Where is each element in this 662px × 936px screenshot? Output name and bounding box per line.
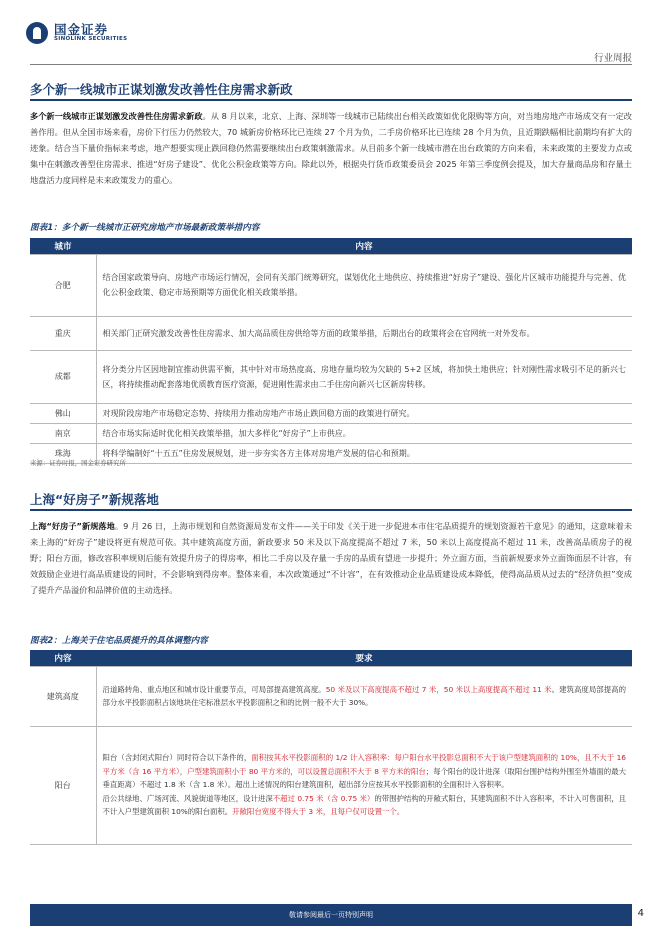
page-number: 4 (637, 908, 644, 919)
content-cell: 结合市场实际适时优化相关政策举措，加大多样化“好房子”上市供应。 (96, 423, 632, 443)
header-divider (30, 64, 632, 65)
section-2-body: 。9 月 26 日，上海市规划和自然资源局发布文件——关于印发《关于进一步促进本市住宅品质提升的规划资源若干意见》的通知，这意味着未来上海的“好房子”建设将更有规范可依。其中建筑高度方面，新政要求 50 米及以下高度提高不超过 7 米，50 米以上高度提高不超过 11 米，改善高品质房子的视野；阳台方面，修改容积率规则后能有效提升房子的得房率，相比二手房以及存量一手房的品质有望进一步提升；外立面方面，当前新规要求外立面饰面层不计容，有效鼓励企业进行高品质建设的同时，不会影响到得房率。整体来看，本次政策通过“不计容”，在有效推动企业品质建设成本降低，使得高品质从过去的“经济负担”变成了提升产品溢价和品牌价值的主动选择。 (30, 521, 633, 595)
requirement-text: 阳台（含封闭式阳台）同时符合以下条件的， (102, 753, 252, 763)
section-2-lead: 上海“好房子”新规落地 (30, 521, 115, 531)
section-1-lead: 多个新一线城市正谋划激发改善性住房需求新政 (30, 111, 203, 121)
column-header-content: 内容 (30, 650, 96, 666)
table-row (30, 666, 632, 726)
item-cell: 建筑高度 (30, 666, 96, 726)
requirement-text: 。建筑高度局部提高的部分水平投影面积占该地块住宅标准层水平投影面积之和的比例一般不大于 30%。 (102, 684, 626, 707)
logo-icon (26, 22, 48, 44)
report-type-tag: 行业周报 (593, 53, 632, 64)
requirement-highlight: 不超过 0.75 米（含 0.75 米） (272, 793, 375, 803)
logo-name-cn: 国金证券 (54, 22, 109, 37)
table-row (30, 423, 632, 443)
table-row (30, 726, 632, 844)
table-row (30, 316, 632, 350)
table-header-row (30, 238, 632, 254)
section-1-divider (30, 99, 632, 101)
requirement-text: ；每个阳台的设计进深（取阳台围护结构外围至外墙面的最大垂直距离）不超过 1.8 米（含 1.8 米）。超出上述情况的阳台建筑面积，超出部分应按其水平投影面积的全面积计入容积率。 (102, 766, 626, 790)
requirement-text: 沿道路转角、重点地区和城市设计重要节点，可局部提高建筑高度。 (102, 684, 326, 694)
requirement-paragraph (103, 792, 627, 819)
table-row (30, 254, 632, 316)
figure-1-title: 图表1：多个新一线城市正研究房地产市场最新政策举措内容 (30, 223, 260, 233)
content-cell: 相关部门正研究激发改善性住房需求、加大高品质住房供给等方面的政策举措，后期出台的政策将会在官网统一对外发布。 (96, 316, 632, 350)
requirement-highlight: 开敞阳台宽度不得大于 3 米，且每户仅可设置一个。 (232, 807, 405, 817)
logo-name-en: SINOLINK SECURITIES (54, 36, 128, 42)
figure-1-source: 来源：证券时报，国金证券研究所 (30, 459, 126, 467)
section-2-title: 上海“好房子”新规落地 (30, 492, 159, 507)
content-cell: 将分类分片区因地制宜推动供需平衡，其中针对市场热度高、房地存量均较为欠缺的 5+2 区域，将加快土地供应；针对刚性需求吸引不足的新兴七区，将持续推动配套落地优质教育医疗资源，促进刚性需求由二手住房向新兴七区新房转移。 (96, 350, 632, 403)
section-1-title: 多个新一线城市正谋划激发改善性住房需求新政 (30, 82, 293, 97)
table-header-row (30, 650, 632, 666)
requirement-highlight: 面积按其水平投影面积的 1/2 计入容积率：每户阳台水平投影总面积不大于该户型建筑面积的 10%，且不大于 16 平方米（含 16 平方米） (102, 753, 626, 776)
requirement-highlight: ，户型建筑面积小于 80 平方米的，可以设置总面积不大于 8 平方米的阳台 (179, 766, 426, 776)
city-cell: 佛山 (30, 403, 96, 423)
figure-2-title: 图表2：上海关于住宅品质提升的具体调整内容 (30, 636, 208, 646)
city-cell: 南京 (30, 423, 96, 443)
column-header-content: 内容 (96, 238, 632, 254)
column-header-city: 城市 (30, 238, 96, 254)
section-1-paragraph (30, 108, 632, 188)
page-footer (30, 904, 632, 926)
figure-1-table (30, 238, 632, 464)
content-cell: 结合国家政策导向、房地产市场运行情况，会同有关部门统筹研究，谋划优化土地供应、持续推进“好房子”建设、强化片区城市功能提升与完善、优化公积金政策、稳定市场预期等方面优化相关政策举措。 (96, 254, 632, 316)
company-logo (26, 22, 127, 44)
city-cell: 合肥 (30, 254, 96, 316)
disclaimer-note: 敬请参阅最后一页特别声明 (289, 911, 373, 919)
requirement-text: 沿公共绿地、广场河流、风貌街道等地区，设计进深 (102, 793, 273, 803)
requirement-highlight: 50 米及以下高度提高不超过 7 米，50 米以上高度提高不超过 11 米 (325, 684, 552, 694)
requirement-cell (96, 666, 632, 726)
requirement-paragraph (103, 751, 627, 792)
city-cell: 成都 (30, 350, 96, 403)
page-header (0, 0, 662, 66)
section-2-divider (30, 509, 632, 511)
content-cell: 将科学编制好“十五五”住房发展规划，进一步夯实各方主体对房地产发展的信心和预期。 (96, 443, 632, 463)
requirement-text: 的带围护结构的开敞式阳台，其建筑面积不计入容积率，不计入可售面积，且不计入户型建筑面积 10%的阳台面积。 (102, 793, 626, 817)
item-cell: 阳台 (30, 726, 96, 844)
figure-2-table (30, 650, 632, 845)
city-cell: 珠海 (30, 443, 96, 463)
column-header-requirement: 要求 (96, 650, 632, 666)
requirement-cell (96, 726, 632, 844)
section-1-body: 。从 8 月以来，北京、上海、深圳等一线城市已陆续出台相关政策如优化限购等方向，对当地房地产市场成交有一定改善作用。但从全国市场来看，房价下行压力仍然较大，70 城新房价格环比已连续 27 个月为负，二手房价格环比已连续 28 个月为负，且近期跌幅相比前期均有扩大的迹象。结合当下量价指标来考虑，地产想要实现止跌回稳仍然需要继续出台政策刺激需求。从目前多个新一线城市潜在出台政策的方向来看，未来政策的主要发力点或集中在刺激改善型住房需求、推进“好房子建设”、优化公积金政策等方向。除此以外，根据央行货币政策委员会 2025 年第三季度例会提及，加大存量商品房和存量土地盘活力度同样是未来政策发力的重心。 (30, 111, 632, 185)
content-cell: 对现阶段房地产市场稳定态势、持续用力推动房地产市场止跌回稳方面的政策进行研究。 (96, 403, 632, 423)
section-2-paragraph (30, 518, 632, 598)
city-cell: 重庆 (30, 316, 96, 350)
table-row (30, 403, 632, 423)
table-row (30, 350, 632, 403)
